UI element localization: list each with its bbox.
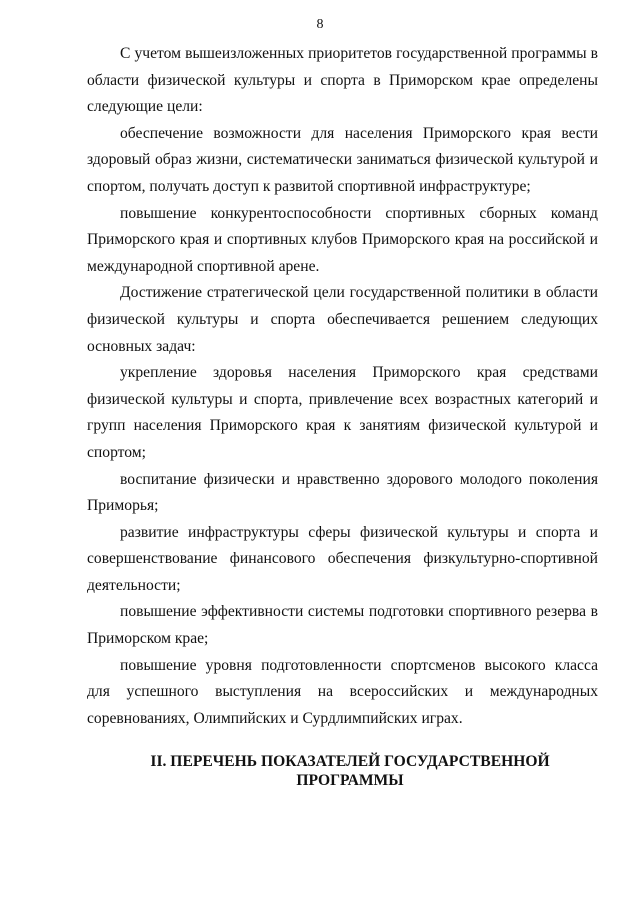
section-heading (130, 752, 570, 790)
body-text (87, 41, 598, 732)
page-number: 8 (316, 17, 324, 32)
section-heading-line-1: II. ПЕРЕЧЕНЬ ПОКАЗАТЕЛЕЙ ГОСУДАРСТВЕННОЙ (150, 753, 550, 770)
paragraph-tasks-intro: Достижение стратегической цели государственной политики в области физической культуры и спорта обеспечивается решением следующих основных задач: (87, 284, 598, 355)
paragraph-task-youth: воспитание физически и нравственно здорового молодого поколения Приморья; (87, 470, 598, 515)
paragraph-task-reserve: повышение эффективности системы подготовки спортивного резерва в Приморском крае; (87, 603, 598, 648)
paragraph-goals-intro: С учетом вышеизложенных приоритетов государственной программы в области физической культуры и спорта в Приморском крае определены следующие цели: (87, 45, 598, 116)
section-heading-line-2: ПРОГРАММЫ (296, 772, 404, 789)
paragraph-goal-healthy-lifestyle: обеспечение возможности для населения Приморского края вести здоровый образ жизни, систематически заниматься физической культурой и спортом, получать доступ к развитой спортивной инфраструктуре; (87, 124, 598, 195)
paragraph-task-infrastructure: развитие инфраструктуры сферы физической культуры и спорта и совершенствование финансового обеспечения физкультурно-спортивной деятельности; (87, 523, 598, 594)
paragraph-task-athletes: повышение уровня подготовленности спортсменов высокого класса для успешного выступления на всероссийских и международных соревнованиях, Олимпийских и Сурдлимпийских играх. (87, 656, 598, 727)
paragraph-task-health: укрепление здоровья населения Приморского края средствами физической культуры и спорта, привлечение всех возрастных категорий и групп населения Приморского края к занятиям физической культурой и спортом; (87, 364, 598, 461)
paragraph-goal-competitiveness: повышение конкурентоспособности спортивных сборных команд Приморского края и спортивных клубов Приморского края на российской и международной спортивной арене. (87, 204, 598, 275)
